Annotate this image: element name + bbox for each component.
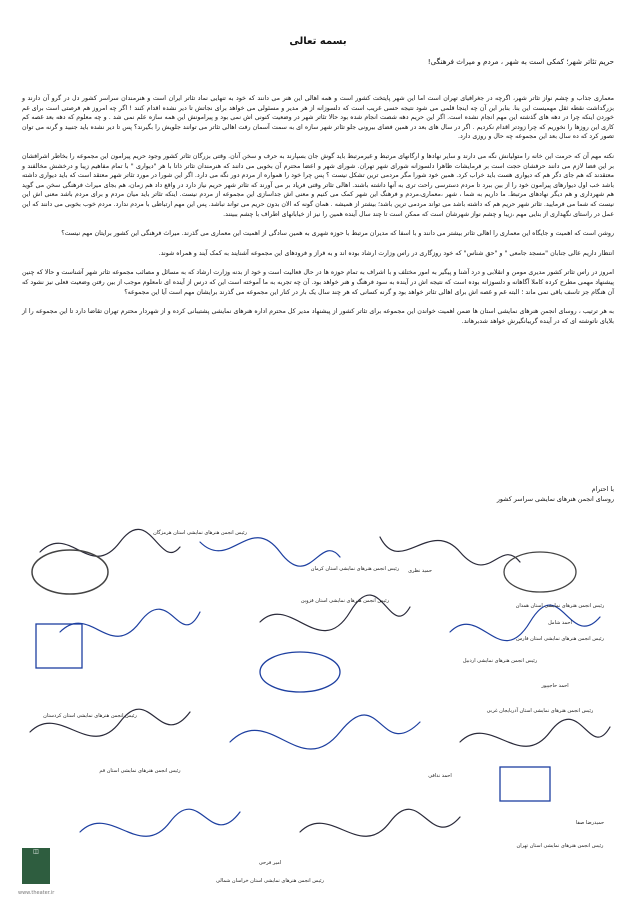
signatory-name: احمد حاجیپور	[541, 683, 569, 689]
signatory-name: حمید نظری	[408, 568, 432, 574]
stamp-caption: رئیس انجمن هنرهای نمایشی استان کردستان	[43, 713, 137, 719]
signature-scribble	[200, 538, 340, 566]
paragraph: امروز در راس تئاتر کشور مدیری مومن و انقلابی و درد آشنا و پیگیر به امور مختلف و با اشراف به تمام حوزه ها در حال فعالیت است و خود از بدنه وزارت ارشاد که به مسائل و مصائب مجموعه تئاتر شهر آشناست و حالا که چنین پیشنهاد مهمی مطرح کرده کاملا آگاهانه و دلسوزانه بوده است که نتیجه اش در آینده به سود فرهنگ و هنر خواهد بود. آن چه تجربه به ما آموخته است این که درس از آینده ای نامعلوم موجب از بین رفتن وضعیت فعلی نیز نشود که آن هنگام جز تاسف باقی نمی ماند ؛ البته غم و غصه اش برای اهالی تئاتر خواهد بود و گرنه کسانی که هر چند سال یک بار در کنار این مجموعه می گذرند برایشان مهم است آیا این مجموعه؟	[22, 269, 614, 296]
signature-scribble	[80, 809, 240, 836]
watermark: www.theater.ir	[18, 890, 55, 896]
stamp-oval	[260, 652, 340, 692]
stamp-caption: رئیس انجمن هنرهای نمایشی استان همدان	[515, 603, 605, 609]
stamp-caption: رئیس انجمن هنرهای نمایشی اردبیل	[462, 658, 538, 664]
page-heading: بسمه تعالی	[289, 36, 347, 47]
signature-scribble	[460, 719, 610, 746]
signature-stamps-area	[0, 512, 636, 900]
stamp-caption: رئیس انجمن هنرهای نمایشی استان فارس	[516, 636, 604, 642]
paragraph: معماری جذاب و چشم نواز تئاتر شهر، اگرچه در جغرافیای تهران است اما این شهر پایتخت کشور است و همه اهالی این هنر می دانند که خود به تنهایی نماد تئاتر ایران است و هنرمندان سراسر کشور دل در گرو آن دارند و بزرگداشت نقطه ثقل مهمیست این بنا. بنابر این آن چه اینجا قلمی می شود نتیجه حسی غریب است که دلسوزانه از هر مدیر و مسئولی می خواهد برای نجاتش تا دیر نشده اقدام کنند ! اگر چه امروز هم فرصتی است برای غم خوردن اینکه چرا در دهه های گذشته این مهم انجام نشده است. اگر این حریم دهه شصت انجام شده بود حالا تئاتر شهر در وضعیت کنونی اش نمی بود و پیرامونش این همه سازه علم نمی شد . و چه معلوم که دهه بعد غصه کم کاری این روزها را نخوریم که چرا زودتر اقدام نکردیم . اگر در سال های بعد در همین فضای بیرونی جلو تئاتر شهر سازه ای به سمت آسمان رفت اهالی تئاتر می توانند جلویش را بگیرند؟ پس تا دیر نشده باید جنبید و گرنه می توان تصور کرد که ده سال بعد این مجموعه چه حال و روزی دارد.	[22, 95, 614, 141]
signatory-name: امیر فرحی	[258, 860, 282, 866]
stamp-caption: رئیس انجمن هنرهای نمایشی استان تهران	[516, 843, 604, 849]
stamp-caption: رئیس انجمن هنرهای نمایشی استان خراسان شمالی	[216, 878, 324, 884]
stamp-oval	[32, 550, 108, 594]
stamp-oval	[504, 552, 576, 592]
signatory-name: احمد شامل	[548, 620, 572, 626]
sign-off	[497, 485, 614, 505]
signatory-name: حمیدرضا صفا	[575, 820, 605, 826]
paragraph: به هر ترتیب ، روسای انجمن هنرهای نمایشی استان ها ضمن اهمیت خواندن این مجموعه برای تئاتر کشور از پیشنهاد مدیر کل محترم اداره هنرهای نمایشی پشتیبانی کرده و از شهردار محترم تهران تقاضا دارد تا این مجموعه را از بلایای ناتوشته ای که در آینده گریبانگیرش خواهد شدبرهاند.	[22, 308, 614, 325]
theater-logo: ◫	[22, 848, 50, 884]
paragraph: نکته مهم آن که حرمت این خانه را متولیانش نگه می دارند و سایر نهادها و ارگانهای مرتبط و غیرمرتبط باید گوش جان بسپارند به حرف و سخن آنان. وقتی بزرگان تئاتر کشور وجود حریم پیرامون این مجموعه را بخاطر اشرافشان بر این فضا لازم می دانند حرفشان حجت است بر فرمایشات ظاهرا دلسوزانه شورای شهر تهران. شورای شهر و اعضا محترم آن بخوبی می دانند که هنرمندان تئاتر ذاتا با هر "دیواری " با تمام مفاهیم زیبا و درخشش مخالفند و معتقدند که هم جای دگر هم که دیواری هست باید خراب کرد. همین خود شورا مگر مردمی ترین تشکل نیست ؟ پس چرا خود را همواره از مردم دور نگه می دارد. اگر این شورا در مورد تئاتر شهر معتقد است که باید دیواری داشته باشد خب اول دیوارهای پیرامون خود را از بین ببرد تا مردم دسترسی راحت تری به آنها داشته باشند. اهالی تئاتر وقتی فریاد بر می آورند که تئاتر شهر حریم نیاز دارد در واقع داد هم زمان، هم بجای میراث فرهنگی سخن می گوید هم شهرداری و هم دیگر نهادهای مرتبط. ما داریم به شما ، شهر ،معماری،مردم و فرهنگ این شهر کمک می کنیم و معنی اش جداسازی این مجموعه از مردم نیست. اینکه تئاتر باید میان مردم و برای مردم باشد معنی اش این نیست که شما می فرمایید. تئاتر شهر حریم هم که داشته باشد می تواند مردمی ترین باشد؛ بیشتر از همیشه . همان گونه که الان بدون حریم می تواند نباشد. پس این مهم ارتباطی با مردم ندارد. مردم خوب بخوبی می دانند که این عمل در راستای نگهداری از بنایی مهم ،زیبا و چشم نواز شهرشان است که ممکن است تا چند سال آینده همین را نیز از خیابانهای اطراف با چشم ببینند.	[22, 152, 614, 218]
stamp-rect	[500, 767, 550, 801]
stamp-rect	[36, 624, 82, 668]
signatory: روسای انجمن هنرهای نمایشی سراسر کشور	[496, 496, 614, 503]
paragraph: روشن است که اهمیت و جایگاه این معماری را اهالی تئاتر بیشتر می دانند و با اسفا که مدیران مرتبط با حوزه شهری به همین سادگی از اهمیت این معماری می گذرند. میراث فرهنگی این کشور برایتان مهم نیست؟	[61, 230, 614, 238]
letter-body	[22, 94, 614, 336]
signature-scribble	[380, 537, 520, 565]
letter-subtitle: حریم تئاتر شهر؛ کمکی است به شهر ، مردم و میراث فرهنگی!	[427, 57, 614, 66]
paragraph: انتظار داریم عالی جنابان "مسجد جامعی " و "حق شناس" که خود روزگاری در راس وزارت ارشاد بوده اند و به فراز و فرودهای این مجموعه آشنایند به کمک آیند و همراه شوند.	[158, 249, 614, 257]
stamps-svg	[0, 512, 636, 900]
stamp-caption: رئیس انجمن هنرهای نمایشی استان هرمزگان	[153, 530, 247, 536]
stamp-caption: رئیس انجمن هنرهای نمایشی استان آذربایجان غربی	[486, 708, 594, 714]
signature-scribble	[230, 715, 420, 749]
signatory-name: احمد ندافی	[428, 773, 452, 779]
stamp-caption: رئیس انجمن هنرهای نمایشی استان قم	[99, 768, 181, 774]
signature-scribble	[60, 609, 200, 636]
stamp-caption: رئیس انجمن هنرهای نمایشی استان کرمان	[310, 566, 400, 572]
signature-scribble	[300, 809, 460, 836]
stamp-caption: رئیس انجمن هنرهای نمایشی استان قزوین	[300, 598, 390, 604]
closing: با احترام	[591, 486, 614, 493]
